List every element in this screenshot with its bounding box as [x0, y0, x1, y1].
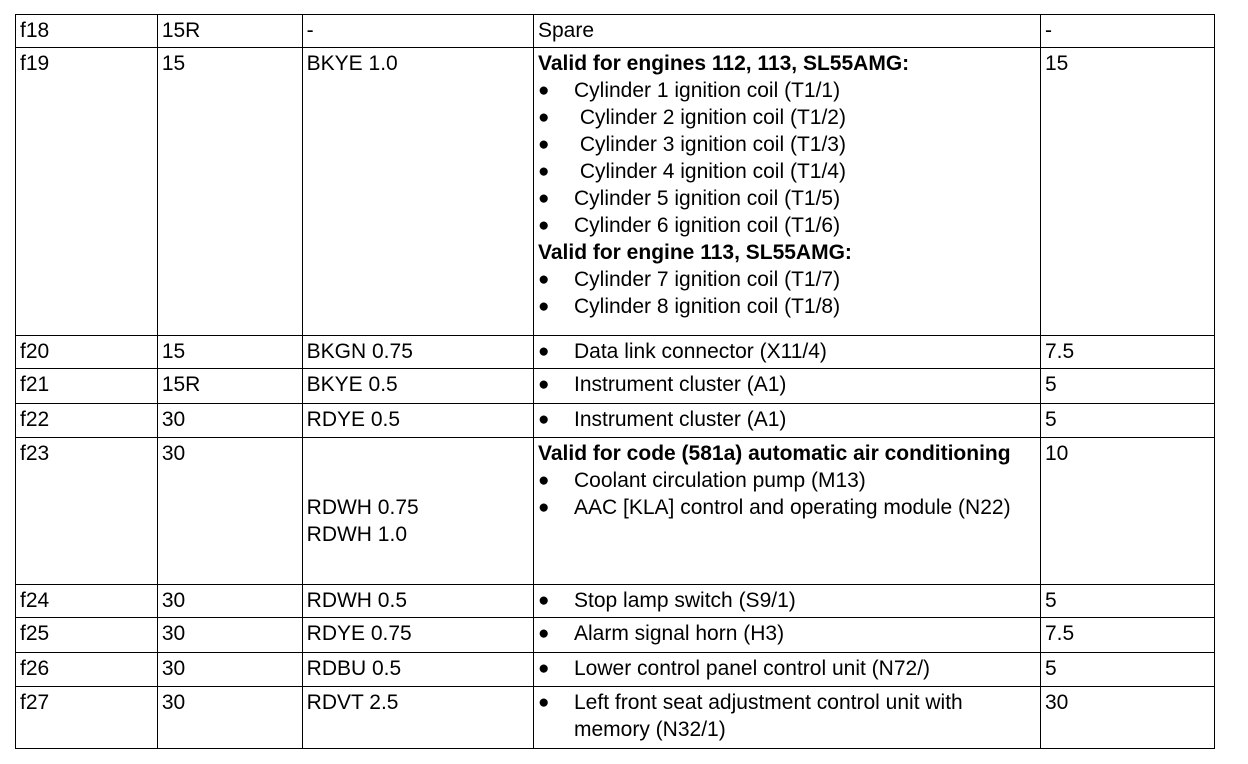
wire-spec: RDWH 1.0: [306, 523, 408, 546]
fuse-table-body: [16, 15, 1215, 749]
bullet-icon: ●: [538, 497, 550, 518]
bullet-icon: ●: [538, 470, 550, 491]
consumer-item: [538, 293, 1040, 320]
fuse-rating-cell: 5: [1040, 369, 1214, 404]
consumer-item: [538, 185, 1040, 212]
consumer-text: Cylinder 2 ignition coil (T1/2): [574, 106, 846, 129]
bullet-icon: ●: [538, 658, 550, 679]
wire-color-cell: [302, 585, 533, 618]
fuse-rating-cell: 5: [1040, 653, 1214, 687]
wire-spec: [307, 440, 533, 467]
fuse-id-cell: f18: [16, 15, 158, 48]
consumer-item: [538, 689, 1040, 743]
consumer-cell: [534, 336, 1041, 369]
consumer-cell: [534, 48, 1041, 336]
consumer-cell: [534, 438, 1041, 585]
consumer-cell: [534, 15, 1041, 48]
fuse-id-cell: f19: [16, 48, 158, 336]
fuse-id-cell: f23: [16, 438, 158, 585]
consumer-text: Data link connector (X11/4): [574, 340, 827, 363]
consumer-item: [538, 371, 1040, 398]
bullet-icon: ●: [538, 161, 550, 182]
wire-spec: BKGN 0.75: [306, 340, 413, 363]
wire-spec: RDYE 0.5: [306, 408, 401, 431]
fuse-row: [16, 336, 1215, 369]
fuse-rating-cell: -: [1040, 15, 1214, 48]
terminal-cell: 30: [157, 404, 302, 438]
fuse-id-cell: f25: [16, 618, 158, 653]
fuse-row: [16, 653, 1215, 687]
fuse-row: [16, 438, 1215, 585]
bullet-icon: ●: [538, 188, 550, 209]
fuse-rating-cell: 10: [1040, 438, 1214, 585]
bullet-icon: ●: [538, 590, 550, 611]
wire-spec: BKYE 1.0: [306, 52, 398, 75]
consumer-text: Cylinder 6 ignition coil (T1/6): [574, 214, 841, 237]
consumer-item: [538, 77, 1040, 104]
consumer-cell: [534, 585, 1041, 618]
wire-spec: RDYE 0.75: [306, 622, 412, 645]
wire-color-cell: [302, 48, 533, 336]
wire-spec: RDWH 0.75: [306, 496, 419, 519]
validity-heading: Valid for code (581a) automatic air conditioning: [538, 442, 1011, 465]
terminal-cell: 15R: [157, 15, 302, 48]
wire-color-cell: [302, 687, 533, 749]
bullet-icon: ●: [538, 409, 550, 430]
fuse-id-cell: f27: [16, 687, 158, 749]
consumer-item: [538, 338, 1040, 365]
wire-color-cell: [302, 653, 533, 687]
fuse-rating-cell: 7.5: [1040, 336, 1214, 369]
consumer-text: Cylinder 7 ignition coil (T1/7): [574, 268, 841, 291]
fuse-row: [16, 404, 1215, 438]
wire-color-cell: [302, 369, 533, 404]
wire-spec: RDBU 0.5: [306, 657, 402, 680]
terminal-cell: 30: [157, 585, 302, 618]
bullet-icon: ●: [538, 80, 550, 101]
terminal-cell: 15R: [157, 369, 302, 404]
wire-spec: BKYE 0.5: [306, 373, 398, 396]
bullet-icon: ●: [538, 107, 550, 128]
fuse-row: [16, 15, 1215, 48]
fuse-id-cell: f24: [16, 585, 158, 618]
wire-spec: RDVT 2.5: [306, 691, 399, 714]
terminal-cell: 30: [157, 687, 302, 749]
bullet-icon: ●: [538, 215, 550, 236]
consumer-cell: [534, 687, 1041, 749]
fuse-row: [16, 687, 1215, 749]
consumer-text: Cylinder 1 ignition coil (T1/1): [574, 79, 841, 102]
bullet-icon: ●: [538, 623, 550, 644]
consumer-text: Cylinder 4 ignition coil (T1/4): [574, 160, 846, 183]
consumer-item: [538, 406, 1040, 433]
consumer-cell: [534, 404, 1041, 438]
consumer-item: [538, 620, 1040, 647]
fuse-id-cell: f20: [16, 336, 158, 369]
bullet-icon: ●: [538, 692, 550, 713]
consumer-item: [538, 131, 1040, 158]
wire-color-cell: [302, 15, 533, 48]
terminal-cell: 15: [157, 336, 302, 369]
fuse-row: [16, 618, 1215, 653]
bullet-icon: ●: [538, 374, 550, 395]
fuse-row: [16, 369, 1215, 404]
wire-color-cell: [302, 336, 533, 369]
terminal-cell: 30: [157, 653, 302, 687]
consumer-cell: [534, 653, 1041, 687]
bullet-icon: ●: [538, 296, 550, 317]
consumer-item: [538, 158, 1040, 185]
terminal-cell: 30: [157, 618, 302, 653]
consumer-text: Spare: [538, 19, 595, 42]
bullet-icon: ●: [538, 341, 550, 362]
fuse-rating-cell: 5: [1040, 585, 1214, 618]
consumer-cell: [534, 618, 1041, 653]
consumer-text: Lower control panel control unit (N72/): [574, 657, 931, 680]
validity-heading: Valid for engines 112, 113, SL55AMG:: [538, 52, 910, 75]
wire-spec: -: [306, 19, 314, 42]
fuse-rating-cell: 30: [1040, 687, 1214, 749]
consumer-text: Stop lamp switch (S9/1): [574, 589, 796, 612]
wire-spec: [307, 467, 533, 494]
consumer-text: Instrument cluster (A1): [574, 373, 787, 396]
consumer-item: [538, 587, 1040, 614]
consumer-item: [538, 655, 1040, 682]
consumer-text: Cylinder 5 ignition coil (T1/5): [574, 187, 841, 210]
terminal-cell: 30: [157, 438, 302, 585]
consumer-item: [538, 104, 1040, 131]
consumer-cell: [534, 369, 1041, 404]
consumer-item: [538, 494, 1040, 521]
consumer-item: [538, 266, 1040, 293]
fuse-id-cell: f22: [16, 404, 158, 438]
consumer-text: Left front seat adjustment control unit with memory (N32/1): [574, 691, 969, 741]
fuse-row: [16, 48, 1215, 336]
bullet-icon: ●: [538, 269, 550, 290]
consumer-text: Cylinder 3 ignition coil (T1/3): [574, 133, 846, 156]
consumer-item: [538, 212, 1040, 239]
fuse-rating-cell: 7.5: [1040, 618, 1214, 653]
consumer-item: [538, 467, 1040, 494]
consumer-text: Instrument cluster (A1): [574, 408, 787, 431]
fuse-table: [15, 14, 1215, 749]
consumer-text: Alarm signal horn (H3): [574, 622, 785, 645]
fuse-rating-cell: 5: [1040, 404, 1214, 438]
wire-color-cell: [302, 438, 533, 585]
consumer-text: Coolant circulation pump (M13): [574, 469, 866, 492]
fuse-id-cell: f21: [16, 369, 158, 404]
wire-spec: RDWH 0.5: [306, 589, 408, 612]
consumer-text: Cylinder 8 ignition coil (T1/8): [574, 295, 841, 318]
fuse-id-cell: f26: [16, 653, 158, 687]
fuse-row: [16, 585, 1215, 618]
fuse-rating-cell: 15: [1040, 48, 1214, 336]
bullet-icon: ●: [538, 134, 550, 155]
validity-heading: Valid for engine 113, SL55AMG:: [538, 241, 852, 264]
wire-color-cell: [302, 404, 533, 438]
wire-color-cell: [302, 618, 533, 653]
consumer-text: AAC [KLA] control and operating module (N22): [574, 496, 1011, 519]
terminal-cell: 15: [157, 48, 302, 336]
